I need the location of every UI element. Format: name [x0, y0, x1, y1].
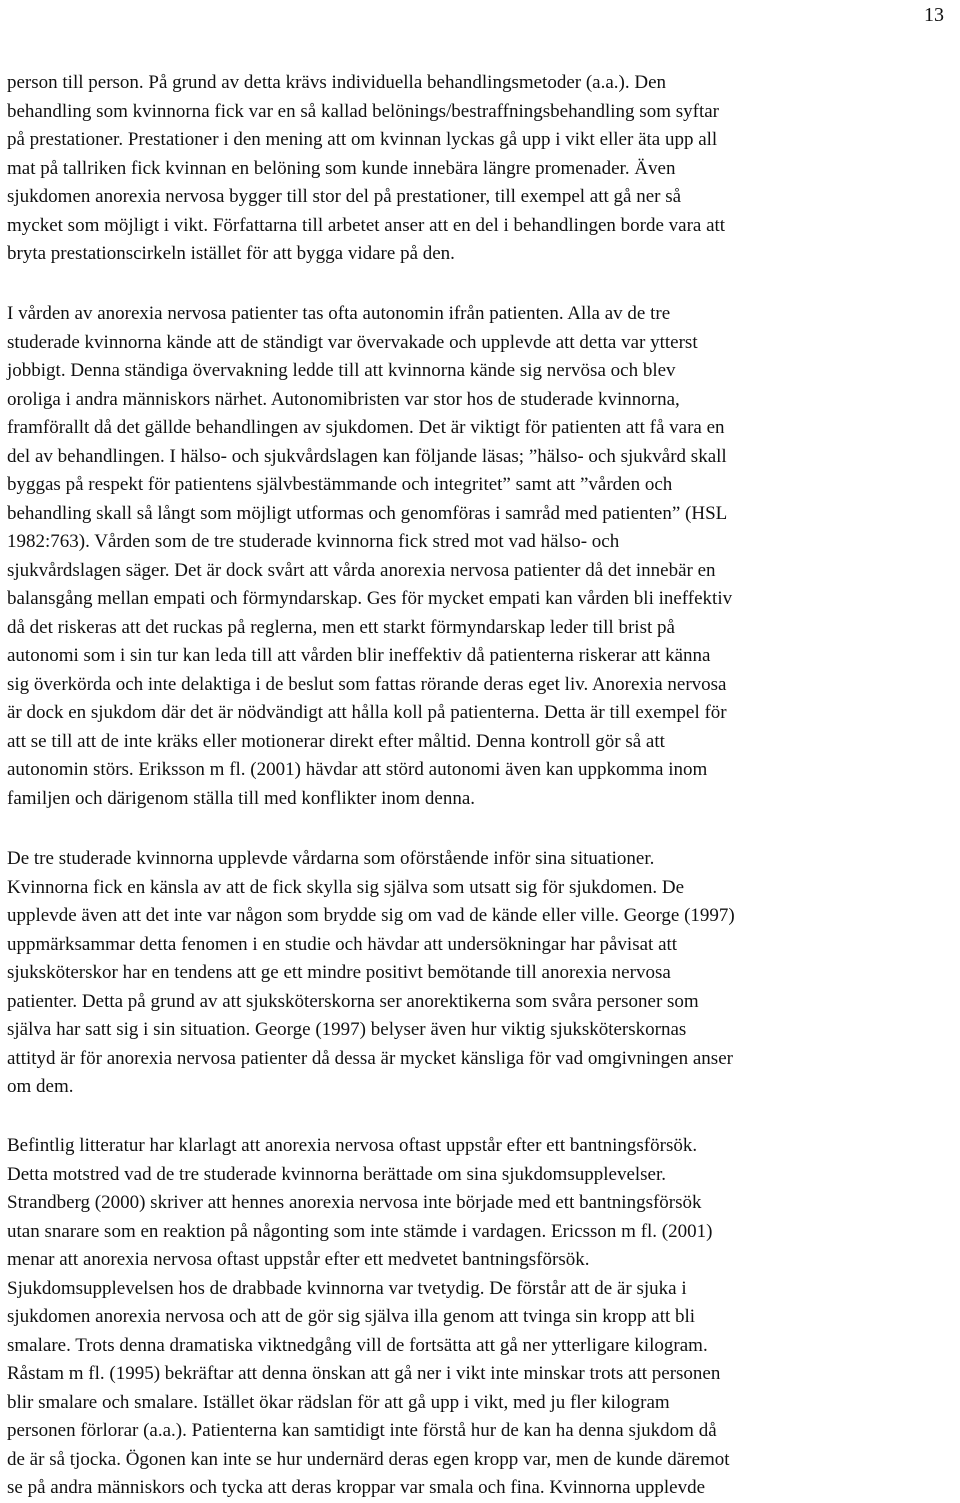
- text-line: studerade kvinnorna kände att de ständigt var övervakade och upplevde att detta var ytterst: [7, 331, 698, 353]
- text-line: då det riskeras att det ruckas på reglerna, men ett starkt förmyndarskap leder till brist på: [7, 616, 675, 638]
- text-line: Detta motstred vad de tre studerade kvinnorna berättade om sina sjukdomsupplevelser.: [7, 1163, 667, 1185]
- text-line: upplevde även att det inte var någon som brydde sig om vad de kände eller ville. George (1997): [7, 905, 735, 926]
- text-line: på prestationer. Prestationer i den mening att om kvinnan lyckas gå upp i vikt eller äta upp all: [7, 129, 718, 150]
- text-line: sig överkörda och inte delaktiga i de beslut som fattas rörande deras eget liv. Anorexia nervosa: [7, 673, 727, 695]
- text-line: sjukvårdslagen säger. Det är dock svårt att vårda anorexia nervosa patienter då det innebär en: [7, 559, 716, 581]
- text-line: autonomin störs. Eriksson m fl. (2001) hävdar att störd autonomi även kan uppkomma inom: [7, 759, 708, 780]
- paragraph-4: [7, 1132, 953, 1503]
- text-line: attityd är för anorexia nervosa patienter då dessa är mycket känsliga för vad omgivningen anser: [7, 1047, 733, 1069]
- paragraph-1: [7, 69, 953, 269]
- text-line: autonomi som i sin tur kan leda till att vården blir ineffektiv då patienterna riskerar att känna: [7, 645, 711, 666]
- text-line: sjukdomen anorexia nervosa och att de gör sig själva illa genom att tvinga sin kropp att bli: [7, 1306, 696, 1327]
- text-line: att se till att de inte kräks eller motionerar direkt efter måltid. Denna kontroll gör så att: [7, 730, 665, 752]
- text-line: mycket som möjligt i vikt. Författarna till arbetet anser att en del i behandlingen borde vara att: [7, 214, 726, 236]
- text-line: är dock en sjukdom där det är nödvändigt att hålla koll på patienterna. Detta är till exempel för: [7, 702, 727, 723]
- paragraph-2: [7, 300, 953, 813]
- text-line: se på andra människors och tycka att deras kroppar var smala och fina. Kvinnorna upplevde: [7, 1477, 706, 1498]
- text-line: balansgång mellan empati och förmyndarskap. Ges för mycket empati kan vården bli ineffektiv: [7, 588, 733, 609]
- text-line: del av behandlingen. I hälso- och sjukvårdslagen kan följande läsas; ”hälso- och sjukvård skall: [7, 445, 727, 467]
- text-line: Sjukdomsupplevelsen hos de drabbade kvinnorna var tvetydig. De förstår att de är sjuka i: [7, 1277, 687, 1299]
- text-line: byggas på respekt för patientens självbestämmande och integritet” samt att ”vården och: [7, 474, 673, 495]
- text-line: familjen och därigenom ställa till med konflikter inom denna.: [7, 787, 476, 809]
- page-number: 13: [924, 4, 944, 26]
- text-line: personen förlorar (a.a.). Patienterna kan samtidigt inte förstå hur de kan ha denna sjukdom då: [7, 1420, 717, 1441]
- text-line: sjukdomen anorexia nervosa bygger till stor del på prestationer, till exempel att gå ner så: [7, 186, 682, 207]
- text-line: smalare. Trots denna dramatiska viktnedgång vill de fortsätta att gå ner ytterligare kilogram.: [7, 1334, 708, 1356]
- text-line: person till person. På grund av detta krävs individuella behandlingsmetoder (a.a.). Den: [7, 72, 667, 93]
- text-line: Kvinnorna fick en känsla av att de fick skylla sig själva som utsatt sig för sjukdomen. De: [7, 876, 684, 898]
- text-line: I vården av anorexia nervosa patienter tas ofta autonomin ifrån patienten. Alla av de tre: [7, 303, 671, 324]
- text-line: 1982:763). Vården som de tre studerade kvinnorna fick stred mot vad hälso- och: [7, 531, 620, 552]
- text-line: blir smalare och smalare. Istället ökar rädslan för att gå upp i vikt, med ju fler kilogram: [7, 1391, 670, 1413]
- text-line: sjuksköterskor har en tendens att ge ett mindre positivt bemötande till anorexia nervosa: [7, 962, 671, 983]
- paragraph-3: [7, 845, 953, 1102]
- text-line: patienter. Detta på grund av att sjuksköterskorna ser anorektikerna som svåra personer som: [7, 990, 699, 1012]
- text-line: mat på tallriken fick kvinnan en belöning som kunde innebära längre promenader. Även: [7, 157, 676, 179]
- text-line: De tre studerade kvinnorna upplevde vårdarna som oförstående inför sina situationer.: [7, 848, 655, 869]
- text-line: behandling som kvinnorna fick var en så kallad belönings/bestraffningsbehandling som syftar: [7, 100, 719, 122]
- text-line: bryta prestationscirkeln istället för att bygga vidare på den.: [7, 243, 455, 264]
- text-line: de är så tjocka. Ögonen kan inte se hur undernärd deras egen kropp var, men de kunde däremot: [7, 1448, 730, 1470]
- text-line: framförallt då det gällde behandlingen av sjukdomen. Det är viktigt för patienten att få vara en: [7, 417, 725, 438]
- text-line: om dem.: [7, 1076, 74, 1097]
- text-line: Strandberg (2000) skriver att hennes anorexia nervosa inte började med ett bantningsförsök: [7, 1192, 702, 1213]
- text-line: menar att anorexia nervosa oftast uppstår efter ett medvetet bantningsförsök.: [7, 1249, 590, 1270]
- text-line: oroliga i andra människors närhet. Autonomibristen var stor hos de studerade kvinnorna,: [7, 388, 680, 410]
- text-line: Råstam m fl. (1995) bekräftar att denna önskan att gå ner i vikt inte minskar trots att personen: [7, 1363, 721, 1384]
- text-line: utan snarare som en reaktion på någonting som inte stämde i vardagen. Ericsson m fl. (2001): [7, 1220, 713, 1242]
- text-line: uppmärksammar detta fenomen i en studie och hävdar att undersökningar har påvisat att: [7, 933, 678, 955]
- text-line: behandling skall så långt som möjligt utformas och genomföras i samråd med patienten” (HSL: [7, 502, 728, 524]
- text-line: jobbigt. Denna ständiga övervakning ledde till att kvinnorna kände sig nervösa och blev: [7, 360, 676, 381]
- text-line: själva har satt sig i sin situation. George (1997) belyser även hur viktig sjuksköterskornas: [7, 1019, 687, 1040]
- text-line: Befintlig litteratur har klarlagt att anorexia nervosa oftast uppstår efter ett bantningsförsök.: [7, 1135, 698, 1156]
